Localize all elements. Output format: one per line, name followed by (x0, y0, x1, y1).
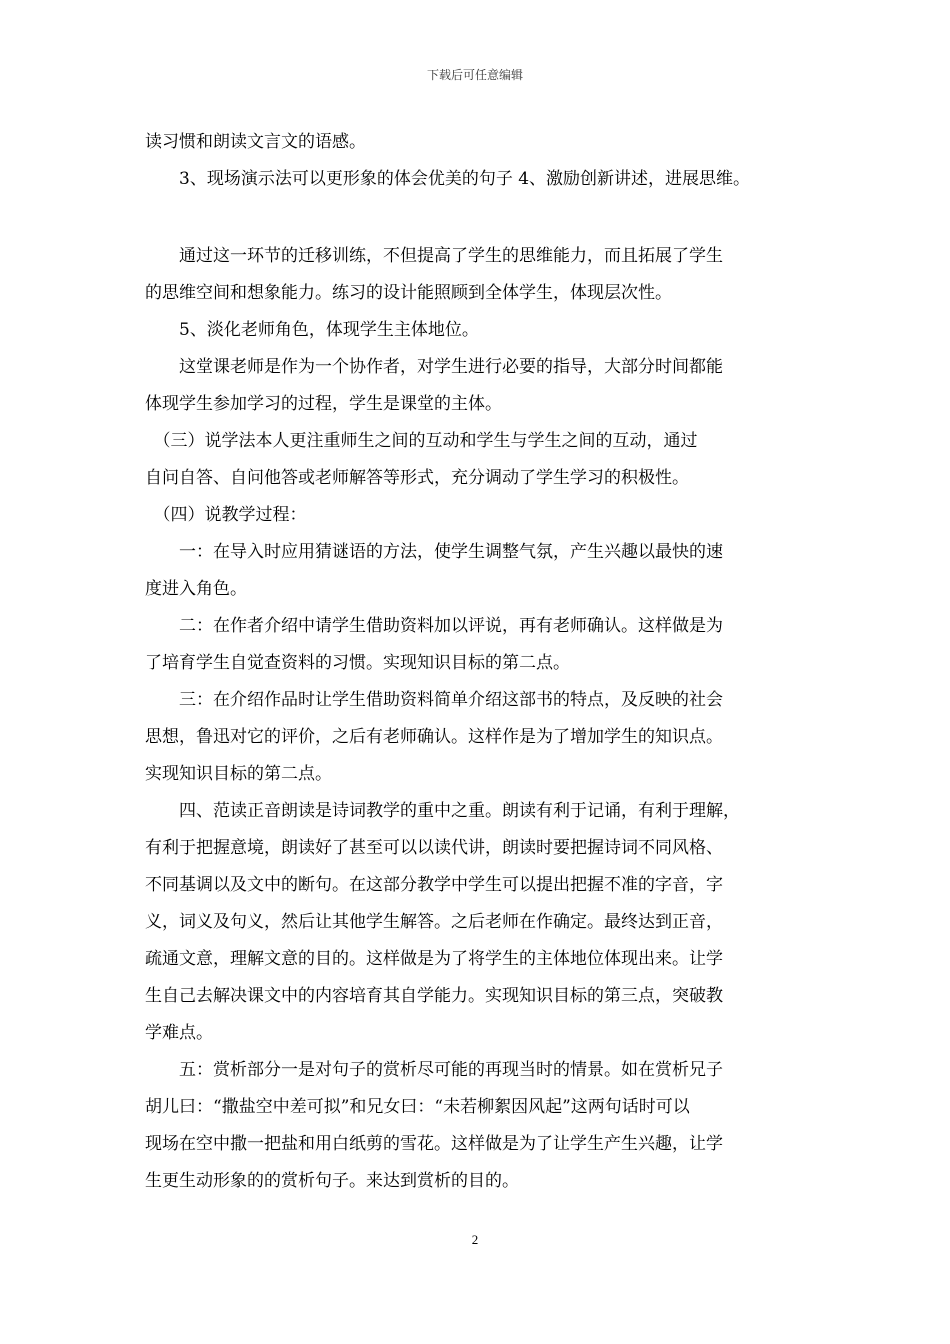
text-line: 一：在导入时应用猜谜语的方法，使学生调整气氛，产生兴趣以最快的速 (145, 542, 723, 562)
text-line: 生更生动形象的的赏析句子。来达到赏析的目的。 (145, 1171, 519, 1191)
text-line: 二：在作者介绍中请学生借助资料加以评说，再有老师确认。这样做是为 (145, 616, 723, 636)
text-line: 四、范读正音朗读是诗词教学的重中之重。朗读有利于记诵，有利于理解， (145, 801, 740, 821)
document-body (145, 124, 817, 1200)
page-header: 下载后可任意编辑 (426, 68, 523, 82)
text-line: （四）说教学过程： (145, 505, 307, 525)
text-line: 有利于把握意境，朗读好了甚至可以以读代讲，朗读时要把握诗词不同风格、 (145, 838, 723, 858)
text-line: 现场在空中撒一把盐和用白纸剪的雪花。这样做是为了让学生产生兴趣，让学 (145, 1134, 723, 1154)
text-line: 五：赏析部分一是对句子的赏析尽可能的再现当时的情景。如在赏析兄子 (145, 1060, 723, 1080)
blank-gap (145, 198, 817, 238)
text-line: 学难点。 (145, 1023, 213, 1043)
text-line: 通过这一环节的迁移训练，不但提高了学生的思维能力，而且拓展了学生 (145, 246, 723, 266)
text-line: 读习惯和朗读文言文的语感。 (145, 132, 366, 152)
text-line: 5、淡化老师角色，体现学生主体地位。 (145, 320, 479, 340)
text-line: 胡儿曰：“撒盐空中差可拟”和兄女曰：“未若柳絮因风起”这两句话时可以 (145, 1097, 690, 1117)
text-line: 实现知识目标的第二点。 (145, 764, 332, 784)
page-number: 2 (471, 1232, 479, 1247)
text-line: 体现学生参加学习的过程，学生是课堂的主体。 (145, 394, 502, 414)
text-line: 思想，鲁迅对它的评价，之后有老师确认。这样作是为了增加学生的知识点。 (145, 727, 723, 747)
text-line: 度进入角色。 (145, 579, 247, 599)
text-line: 这堂课老师是作为一个协作者，对学生进行必要的指导，大部分时间都能 (145, 357, 723, 377)
text-line: 疏通文意，理解文意的目的。这样做是为了将学生的主体地位体现出来。让学 (145, 949, 723, 969)
text-line: 的思维空间和想象能力。练习的设计能照顾到全体学生，体现层次性。 (145, 283, 672, 303)
text-line: 三：在介绍作品时让学生借助资料简单介绍这部书的特点，及反映的社会 (145, 690, 723, 710)
text-line: 了培育学生自觉查资料的习惯。实现知识目标的第二点。 (145, 653, 570, 673)
text-line: 3、现场演示法可以更形象的体会优美的句子 4、激励创新讲述，进展思维。 (145, 169, 751, 189)
text-line: 自问自答、自问他答或老师解答等形式，充分调动了学生学习的积极性。 (145, 468, 689, 488)
text-line: 义，词义及句义，然后让其他学生解答。之后老师在作确定。最终达到正音， (145, 912, 723, 932)
text-line: 不同基调以及文中的断句。在这部分教学中学生可以提出把握不准的字音，字 (145, 875, 723, 895)
text-line: 生自己去解决课文中的内容培育其自学能力。实现知识目标的第三点，突破教 (145, 986, 723, 1006)
text-line: （三）说学法本人更注重师生之间的互动和学生与学生之间的互动，通过 (145, 431, 698, 451)
